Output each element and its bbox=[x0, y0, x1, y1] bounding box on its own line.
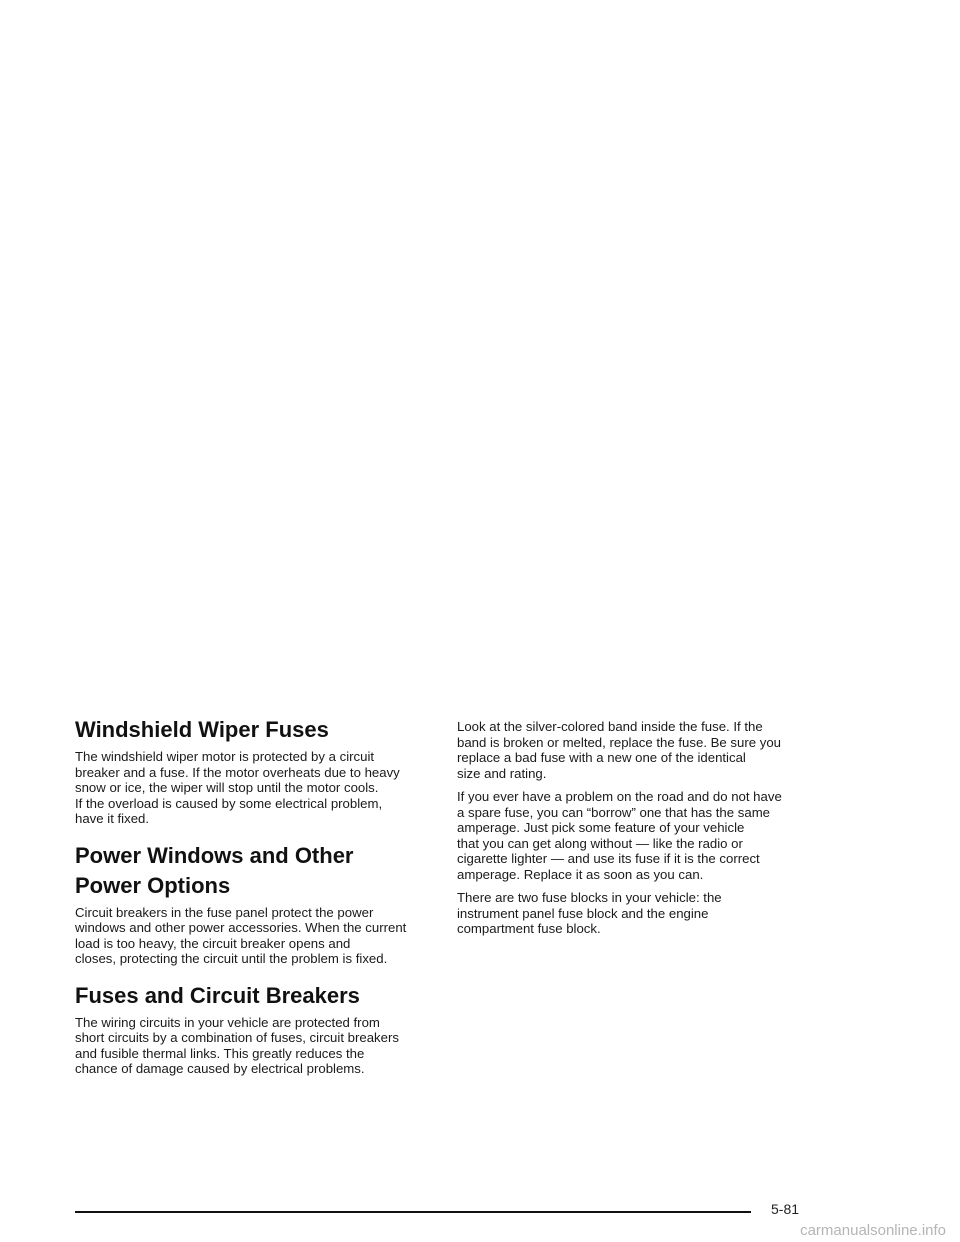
right-column bbox=[457, 719, 829, 945]
section-power-windows bbox=[75, 841, 440, 967]
heading-fuses-and-circuit-breakers: Fuses and Circuit Breakers bbox=[75, 982, 360, 1008]
heading-power-windows: Power Windows and Other Power Options bbox=[75, 842, 354, 898]
paragraph: The wiring circuits in your vehicle are protected from short circuits by a combination of fuses, circuit breakers and fusible thermal links. This greatly reduces the chance of damage caused by electrical problems. bbox=[75, 1014, 399, 1076]
paragraph: Look at the silver-colored band inside the fuse. If the band is broken or melted, replace the fuse. Be sure you replace a bad fuse with a new one of the identical size and rating. bbox=[457, 719, 782, 781]
page-number: 5-81 bbox=[771, 1201, 800, 1217]
section-windshield-wiper-fuses bbox=[75, 715, 440, 827]
left-column bbox=[75, 715, 440, 1091]
footer-rule bbox=[75, 1211, 751, 1213]
paragraph: The windshield wiper motor is protected by a circuit breaker and a fuse. If the motor overheats due to heavy snow or ice, the wiper will stop until the motor cools. If the overload is caused by some electrical problem, have it fixed. bbox=[75, 749, 400, 826]
heading-windshield-wiper-fuses: Windshield Wiper Fuses bbox=[75, 717, 329, 742]
paragraph: There are two fuse blocks in your vehicle: the instrument panel fuse block and the engine compartment fuse block. bbox=[457, 890, 722, 936]
paragraph: If you ever have a problem on the road and do not have a spare fuse, you can “borrow” one that has the same amperage. Just pick some feature of your vehicle that you can get along without — like the radio or cigarette lighter — and use its fuse if it is the correct amperage. Replace it as soon as you can. bbox=[457, 789, 782, 882]
section-fuses-and-circuit-breakers bbox=[75, 981, 440, 1077]
paragraph: Circuit breakers in the fuse panel protect the power windows and other power accessories. When the current load is too heavy, the circuit breaker opens and closes, protecting the circuit until the problem is fixed. bbox=[75, 904, 407, 966]
watermark: carmanualsonline.info bbox=[800, 1222, 946, 1239]
